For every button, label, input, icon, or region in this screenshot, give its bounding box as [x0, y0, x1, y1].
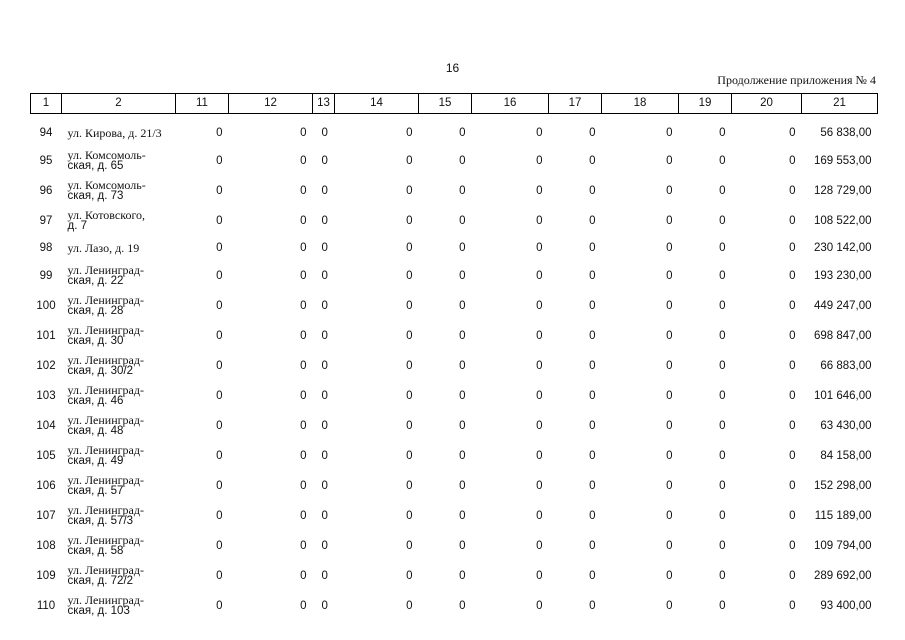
value-cell: 0 — [666, 539, 673, 552]
value-cell: 0 — [459, 214, 466, 227]
address-line-1: ул. Ленинград- — [67, 473, 144, 487]
table-row — [31, 531, 878, 561]
value-cell: 0 — [216, 479, 223, 492]
table-row — [31, 121, 878, 146]
column-header: 20 — [732, 94, 802, 114]
value-cell: 0 — [300, 359, 307, 372]
column-header: 17 — [549, 94, 602, 114]
address-line-2: ская, д. 72/2 — [67, 575, 134, 587]
value-cell: 0 — [789, 449, 796, 462]
value-cell: 0 — [300, 449, 307, 462]
address-cell — [62, 351, 176, 381]
value-cell: 0 — [666, 214, 673, 227]
value-cell: 0 — [216, 214, 223, 227]
value-cell: 0 — [300, 127, 307, 139]
value-cell: 0 — [300, 154, 307, 167]
value-cell: 0 — [666, 419, 673, 432]
value-cell: 0 — [789, 329, 796, 342]
value-cell: 0 — [789, 184, 796, 197]
column-header: 16 — [472, 94, 549, 114]
value-cell: 0 — [406, 419, 413, 432]
value-cell: 0 — [719, 127, 726, 139]
value-cell: 0 — [536, 329, 543, 342]
value-cell: 0 — [216, 419, 223, 432]
value-cell: 0 — [300, 509, 307, 522]
value-cell: 0 — [459, 359, 466, 372]
total-cell: 66 883,00 — [820, 359, 872, 372]
address-cell — [62, 146, 176, 176]
value-cell: 0 — [321, 599, 328, 612]
value-cell: 0 — [459, 569, 466, 582]
value-cell: 0 — [789, 242, 796, 254]
value-cell: 0 — [666, 479, 673, 492]
value-cell: 0 — [589, 184, 596, 197]
value-cell: 0 — [719, 184, 726, 197]
table-row — [31, 411, 878, 441]
address-line-1: ул. Ленинград- — [67, 293, 144, 307]
address-line-2: ская, д. 30/2 — [67, 365, 134, 377]
value-cell: 0 — [789, 479, 796, 492]
address-cell — [62, 501, 176, 531]
row-number: 104 — [36, 419, 56, 432]
value-cell: 0 — [719, 509, 726, 522]
value-cell: 0 — [666, 242, 673, 254]
value-cell: 0 — [459, 479, 466, 492]
value-cell: 0 — [666, 389, 673, 402]
column-header: 2 — [62, 94, 176, 114]
value-cell: 0 — [789, 389, 796, 402]
address-line-1: ул. Ленинград- — [67, 383, 144, 397]
value-cell: 0 — [216, 359, 223, 372]
value-cell: 0 — [666, 569, 673, 582]
value-cell: 0 — [406, 214, 413, 227]
value-cell: 0 — [789, 359, 796, 372]
row-number: 98 — [39, 242, 53, 254]
value-cell: 0 — [459, 127, 466, 139]
value-cell: 0 — [789, 214, 796, 227]
address-line-1: ул. Ленинград- — [67, 563, 144, 577]
value-cell: 0 — [406, 569, 413, 582]
address-line-1: ул. Ленинград- — [67, 503, 144, 517]
value-cell: 0 — [300, 599, 307, 612]
row-number: 94 — [39, 127, 53, 139]
value-cell: 0 — [216, 242, 223, 254]
value-cell: 0 — [300, 184, 307, 197]
row-number: 109 — [36, 569, 56, 582]
address-line-2: ская, д. 28 — [67, 305, 124, 317]
row-number: 103 — [36, 389, 56, 402]
value-cell: 0 — [589, 599, 596, 612]
value-cell: 0 — [321, 479, 328, 492]
column-header: 18 — [602, 94, 679, 114]
value-cell: 0 — [321, 242, 328, 254]
row-number: 101 — [36, 329, 56, 342]
value-cell: 0 — [406, 299, 413, 312]
value-cell: 0 — [321, 329, 328, 342]
value-cell: 0 — [406, 269, 413, 282]
table-row — [31, 351, 878, 381]
value-cell: 0 — [216, 299, 223, 312]
value-cell: 0 — [321, 539, 328, 552]
address-cell — [62, 381, 176, 411]
address-cell — [62, 291, 176, 321]
address-line-2: ская, д. 103 — [67, 605, 130, 617]
address-cell — [62, 561, 176, 591]
address-cell — [62, 471, 176, 501]
value-cell: 0 — [216, 154, 223, 167]
value-cell: 0 — [536, 214, 543, 227]
value-cell: 0 — [719, 569, 726, 582]
column-header: 15 — [419, 94, 472, 114]
value-cell: 0 — [589, 449, 596, 462]
value-cell: 0 — [406, 449, 413, 462]
value-cell: 0 — [666, 154, 673, 167]
address-line-1: ул. Кирова, д. 21/3 — [67, 126, 162, 140]
value-cell: 0 — [789, 154, 796, 167]
value-cell: 0 — [536, 509, 543, 522]
value-cell: 0 — [406, 539, 413, 552]
value-cell: 0 — [666, 449, 673, 462]
value-cell: 0 — [321, 359, 328, 372]
value-cell: 0 — [666, 184, 673, 197]
value-cell: 0 — [459, 154, 466, 167]
value-cell: 0 — [789, 127, 796, 139]
value-cell: 0 — [536, 299, 543, 312]
value-cell: 0 — [321, 269, 328, 282]
table-row — [31, 261, 878, 291]
address-line-2: ская, д. 73 — [67, 190, 124, 202]
table-row — [31, 176, 878, 206]
address-cell — [62, 206, 176, 236]
value-cell: 0 — [589, 214, 596, 227]
value-cell: 0 — [300, 569, 307, 582]
value-cell: 0 — [719, 359, 726, 372]
value-cell: 0 — [536, 359, 543, 372]
address-line-2: ская, д. 49 — [67, 455, 124, 467]
value-cell: 0 — [459, 449, 466, 462]
total-cell: 193 230,00 — [813, 269, 872, 282]
value-cell: 0 — [406, 389, 413, 402]
table-row — [31, 471, 878, 501]
value-cell: 0 — [719, 214, 726, 227]
value-cell: 0 — [666, 299, 673, 312]
value-cell: 0 — [589, 329, 596, 342]
value-cell: 0 — [589, 127, 596, 139]
value-cell: 0 — [719, 449, 726, 462]
value-cell: 0 — [666, 329, 673, 342]
value-cell: 0 — [589, 242, 596, 254]
total-cell: 101 646,00 — [813, 389, 872, 402]
value-cell: 0 — [321, 509, 328, 522]
spacer-cell — [31, 114, 878, 122]
column-header: 11 — [176, 94, 229, 114]
total-cell: 289 692,00 — [813, 569, 872, 582]
table-row — [31, 561, 878, 591]
address-cell — [62, 321, 176, 351]
page-number: 16 — [445, 61, 460, 75]
value-cell: 0 — [300, 389, 307, 402]
value-cell: 0 — [589, 269, 596, 282]
address-cell — [62, 531, 176, 561]
appendix-note: Продолжение приложения № 4 — [717, 73, 876, 87]
address-cell — [62, 261, 176, 291]
value-cell: 0 — [216, 449, 223, 462]
address-line-2: ская, д. 57/3 — [67, 515, 134, 527]
address-line-2: ская, д. 58 — [67, 545, 124, 557]
address-cell — [62, 591, 176, 621]
value-cell: 0 — [536, 449, 543, 462]
value-cell: 0 — [459, 242, 466, 254]
value-cell: 0 — [321, 389, 328, 402]
value-cell: 0 — [321, 184, 328, 197]
value-cell: 0 — [300, 539, 307, 552]
value-cell: 0 — [789, 419, 796, 432]
address-line-1: ул. Ленинград- — [67, 263, 144, 277]
address-line-1: ул. Ленинград- — [67, 533, 144, 547]
row-number: 97 — [39, 214, 53, 227]
row-number: 105 — [36, 449, 56, 462]
value-cell: 0 — [406, 154, 413, 167]
value-cell: 0 — [300, 269, 307, 282]
value-cell: 0 — [406, 359, 413, 372]
value-cell: 0 — [406, 184, 413, 197]
address-line-1: ул. Ленинград- — [67, 353, 144, 367]
column-header: 13 — [313, 94, 335, 114]
spacer-row — [31, 114, 878, 122]
table-row — [31, 591, 878, 621]
value-cell: 0 — [536, 419, 543, 432]
value-cell: 0 — [666, 509, 673, 522]
row-number: 99 — [39, 269, 53, 282]
row-number: 100 — [36, 299, 56, 312]
value-cell: 0 — [719, 599, 726, 612]
address-line-1: ул. Ленинград- — [67, 323, 144, 337]
table-row — [31, 146, 878, 176]
value-cell: 0 — [789, 269, 796, 282]
value-cell: 0 — [406, 479, 413, 492]
value-cell: 0 — [719, 269, 726, 282]
value-cell: 0 — [719, 242, 726, 254]
value-cell: 0 — [589, 154, 596, 167]
value-cell: 0 — [666, 359, 673, 372]
value-cell: 0 — [789, 539, 796, 552]
row-number: 102 — [36, 359, 56, 372]
row-number: 110 — [36, 599, 56, 612]
value-cell: 0 — [719, 419, 726, 432]
address-line-2: ская, д. 57 — [67, 485, 124, 497]
address-line-2: ская, д. 22 — [67, 275, 124, 287]
row-number: 106 — [36, 479, 56, 492]
value-cell: 0 — [216, 269, 223, 282]
data-table — [30, 93, 878, 621]
value-cell: 0 — [321, 449, 328, 462]
value-cell: 0 — [589, 509, 596, 522]
address-line-2: д. 7 — [67, 220, 87, 232]
total-cell: 93 400,00 — [820, 599, 872, 612]
total-cell: 56 838,00 — [820, 127, 872, 139]
value-cell: 0 — [719, 329, 726, 342]
address-line-1: ул. Ленинград- — [67, 413, 144, 427]
value-cell: 0 — [789, 509, 796, 522]
value-cell: 0 — [589, 389, 596, 402]
value-cell: 0 — [321, 214, 328, 227]
address-cell — [62, 236, 176, 261]
value-cell: 0 — [300, 214, 307, 227]
value-cell: 0 — [216, 569, 223, 582]
value-cell: 0 — [459, 509, 466, 522]
total-cell: 169 553,00 — [813, 154, 872, 167]
table-row — [31, 236, 878, 261]
value-cell: 0 — [666, 127, 673, 139]
value-cell: 0 — [536, 599, 543, 612]
total-cell: 84 158,00 — [820, 449, 872, 462]
value-cell: 0 — [719, 539, 726, 552]
table-row — [31, 501, 878, 531]
address-line-2: ская, д. 65 — [67, 160, 124, 172]
total-cell: 108 522,00 — [813, 214, 872, 227]
value-cell: 0 — [300, 329, 307, 342]
value-cell: 0 — [719, 479, 726, 492]
address-cell — [62, 121, 176, 146]
total-cell: 115 189,00 — [814, 509, 872, 522]
total-cell: 63 430,00 — [820, 419, 872, 432]
value-cell: 0 — [321, 154, 328, 167]
value-cell: 0 — [459, 389, 466, 402]
total-cell: 152 298,00 — [813, 479, 872, 492]
total-cell: 128 729,00 — [813, 184, 872, 197]
value-cell: 0 — [459, 599, 466, 612]
value-cell: 0 — [666, 599, 673, 612]
value-cell: 0 — [536, 154, 543, 167]
value-cell: 0 — [719, 299, 726, 312]
value-cell: 0 — [406, 509, 413, 522]
value-cell: 0 — [321, 419, 328, 432]
address-line-1: ул. Ленинград- — [67, 443, 144, 457]
address-line-1: ул. Лазо, д. 19 — [67, 241, 140, 255]
value-cell: 0 — [536, 569, 543, 582]
row-number: 95 — [39, 154, 53, 167]
value-cell: 0 — [459, 269, 466, 282]
table-row — [31, 291, 878, 321]
value-cell: 0 — [536, 127, 543, 139]
address-cell — [62, 441, 176, 471]
value-cell: 0 — [589, 299, 596, 312]
address-line-2: ская, д. 46 — [67, 395, 124, 407]
value-cell: 0 — [321, 299, 328, 312]
header-row — [31, 94, 878, 114]
value-cell: 0 — [216, 389, 223, 402]
value-cell: 0 — [459, 419, 466, 432]
column-header: 1 — [31, 94, 62, 114]
total-cell: 449 247,00 — [813, 299, 872, 312]
table-row — [31, 321, 878, 351]
total-cell: 698 847,00 — [813, 329, 872, 342]
value-cell: 0 — [789, 569, 796, 582]
address-cell — [62, 176, 176, 206]
value-cell: 0 — [321, 569, 328, 582]
value-cell: 0 — [216, 599, 223, 612]
value-cell: 0 — [459, 184, 466, 197]
address-cell — [62, 411, 176, 441]
value-cell: 0 — [459, 299, 466, 312]
value-cell: 0 — [589, 359, 596, 372]
total-cell: 230 142,00 — [813, 242, 872, 254]
table-row — [31, 206, 878, 236]
value-cell: 0 — [719, 154, 726, 167]
total-cell: 109 794,00 — [813, 539, 872, 552]
value-cell: 0 — [406, 599, 413, 612]
row-number: 107 — [36, 509, 56, 522]
value-cell: 0 — [589, 539, 596, 552]
value-cell: 0 — [719, 389, 726, 402]
value-cell: 0 — [300, 479, 307, 492]
value-cell: 0 — [536, 269, 543, 282]
column-header: 19 — [679, 94, 732, 114]
value-cell: 0 — [536, 389, 543, 402]
value-cell: 0 — [789, 299, 796, 312]
value-cell: 0 — [536, 539, 543, 552]
address-line-2: ская, д. 30 — [67, 335, 124, 347]
column-header: 12 — [229, 94, 313, 114]
value-cell: 0 — [536, 242, 543, 254]
value-cell: 0 — [406, 329, 413, 342]
value-cell: 0 — [406, 127, 413, 139]
column-header: 21 — [802, 94, 878, 114]
value-cell: 0 — [300, 242, 307, 254]
address-line-1: ул. Котовского, — [67, 208, 146, 222]
value-cell: 0 — [300, 299, 307, 312]
address-line-1: ул. Ленинград- — [67, 593, 144, 607]
value-cell: 0 — [589, 419, 596, 432]
value-cell: 0 — [536, 184, 543, 197]
value-cell: 0 — [216, 509, 223, 522]
value-cell: 0 — [321, 127, 328, 139]
address-line-2: ская, д. 48 — [67, 425, 124, 437]
value-cell: 0 — [789, 599, 796, 612]
value-cell: 0 — [666, 269, 673, 282]
value-cell: 0 — [406, 242, 413, 254]
value-cell: 0 — [589, 479, 596, 492]
table-row — [31, 381, 878, 411]
value-cell: 0 — [216, 539, 223, 552]
value-cell: 0 — [216, 329, 223, 342]
column-header: 14 — [335, 94, 419, 114]
value-cell: 0 — [459, 539, 466, 552]
value-cell: 0 — [216, 127, 223, 139]
value-cell: 0 — [216, 184, 223, 197]
value-cell: 0 — [459, 329, 466, 342]
address-line-1: ул. Комсомоль- — [67, 178, 146, 192]
address-line-1: ул. Комсомоль- — [67, 148, 146, 162]
row-number: 96 — [39, 184, 53, 197]
value-cell: 0 — [589, 569, 596, 582]
value-cell: 0 — [300, 419, 307, 432]
table-row — [31, 441, 878, 471]
value-cell: 0 — [536, 479, 543, 492]
row-number: 108 — [36, 539, 56, 552]
